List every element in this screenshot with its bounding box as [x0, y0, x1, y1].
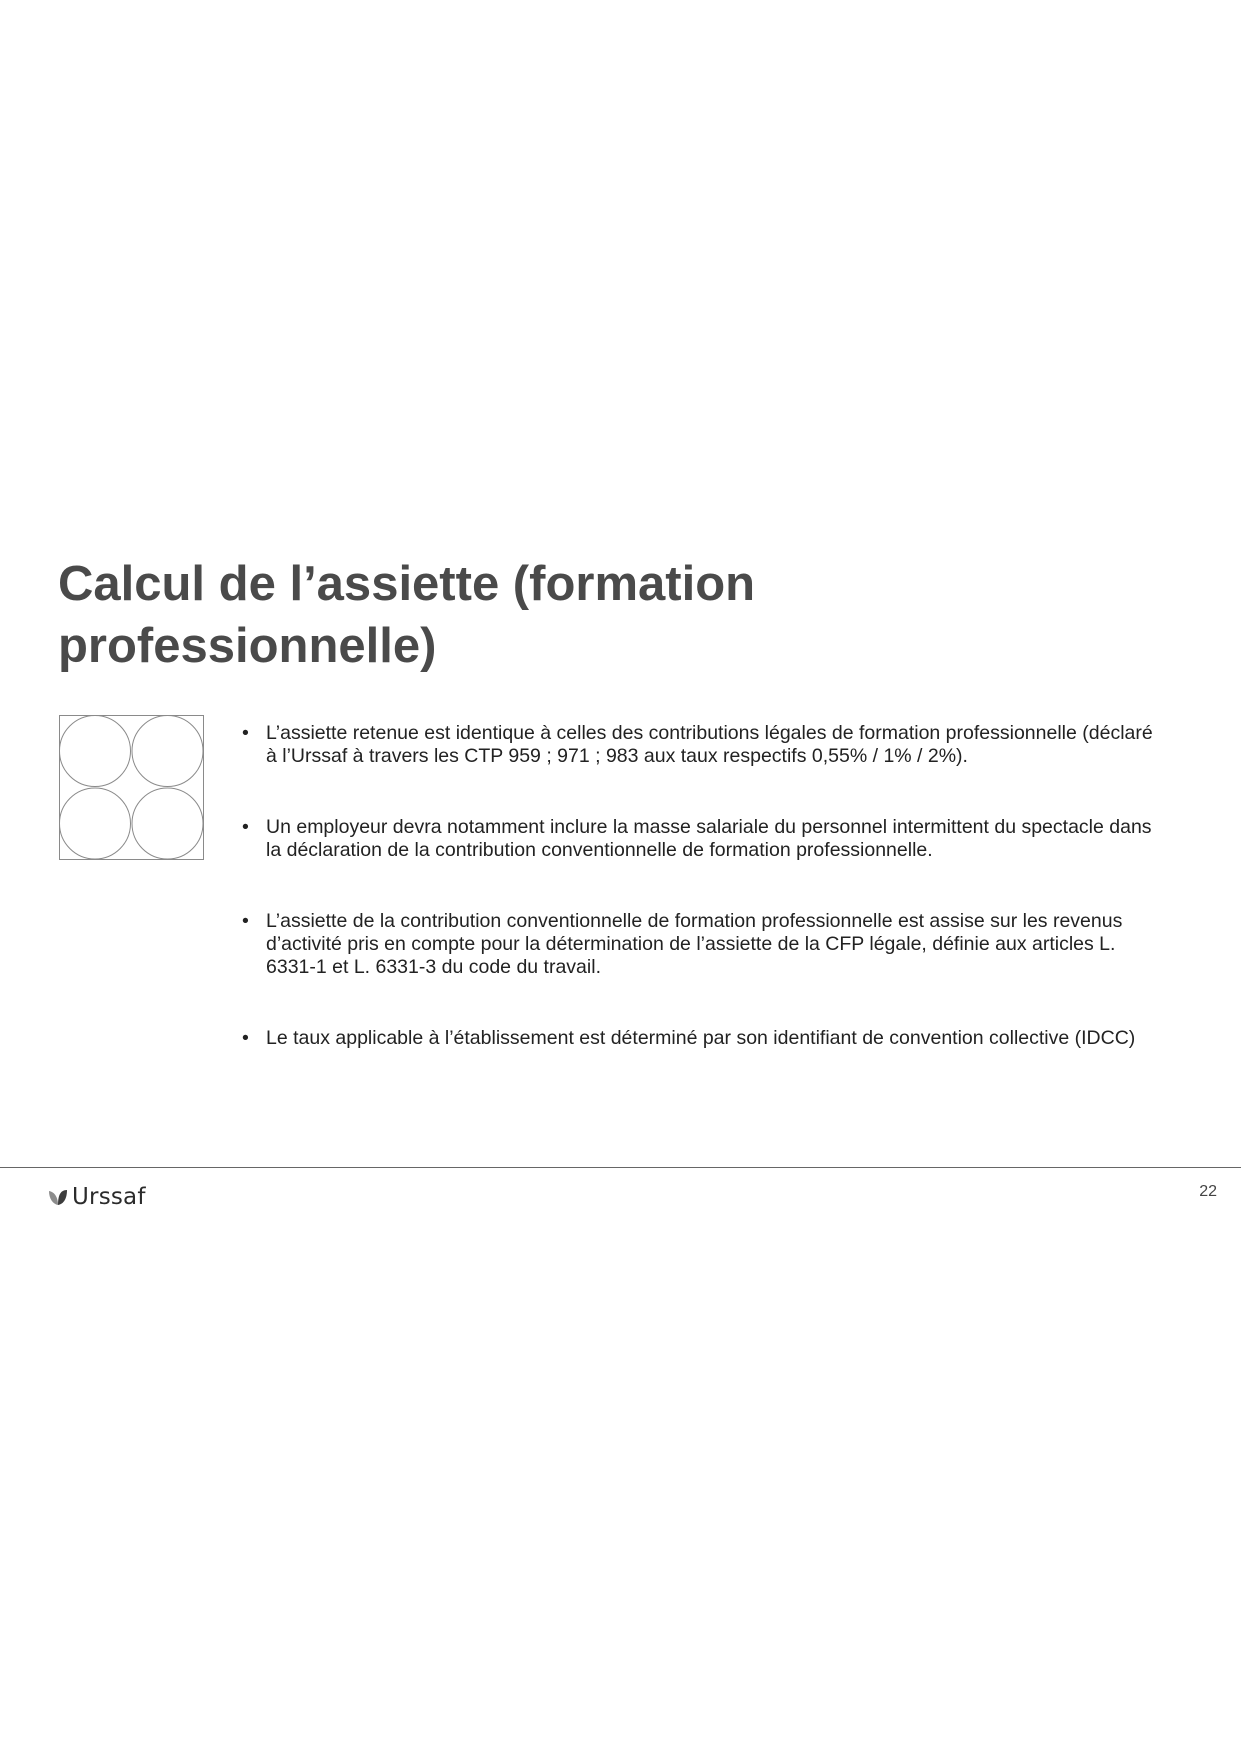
bullet-item: • Le taux applicable à l’établissement est déterminé par son identifiant de convention collective (IDCC)	[242, 1027, 1162, 1050]
four-circles-grid-icon	[59, 715, 204, 860]
bullet-item: • L’assiette retenue est identique à celles des contributions légales de formation professionnelle (déclaré à l’Urssaf à travers les CTP 959 ; 971 ; 983 aux taux respectifs 0,55% / 1% / 2%).	[242, 722, 1162, 768]
bullet-item: • Un employeur devra notamment inclure la masse salariale du personnel intermittent du spectacle dans la déclaration de la contribution conventionnelle de formation professionnelle.	[242, 816, 1162, 862]
bullet-list	[242, 722, 1162, 1098]
slide-title: Calcul de l’assiette (formation professionnelle)	[58, 557, 756, 673]
urssaf-logo	[48, 1184, 146, 1210]
bullet-item: • L’assiette de la contribution conventionnelle de formation professionnelle est assise sur les revenus d’activité pris en compte pour la détermination de l’assiette de la CFP légale, définie aux articles L. 6331-1 et L. 6331-3 du code du travail.	[242, 910, 1162, 979]
urssaf-leaf-icon	[48, 1187, 68, 1207]
footer-divider	[0, 1167, 1241, 1168]
logo-text: Urssaf	[72, 1184, 146, 1210]
page-number: 22	[1199, 1183, 1217, 1200]
